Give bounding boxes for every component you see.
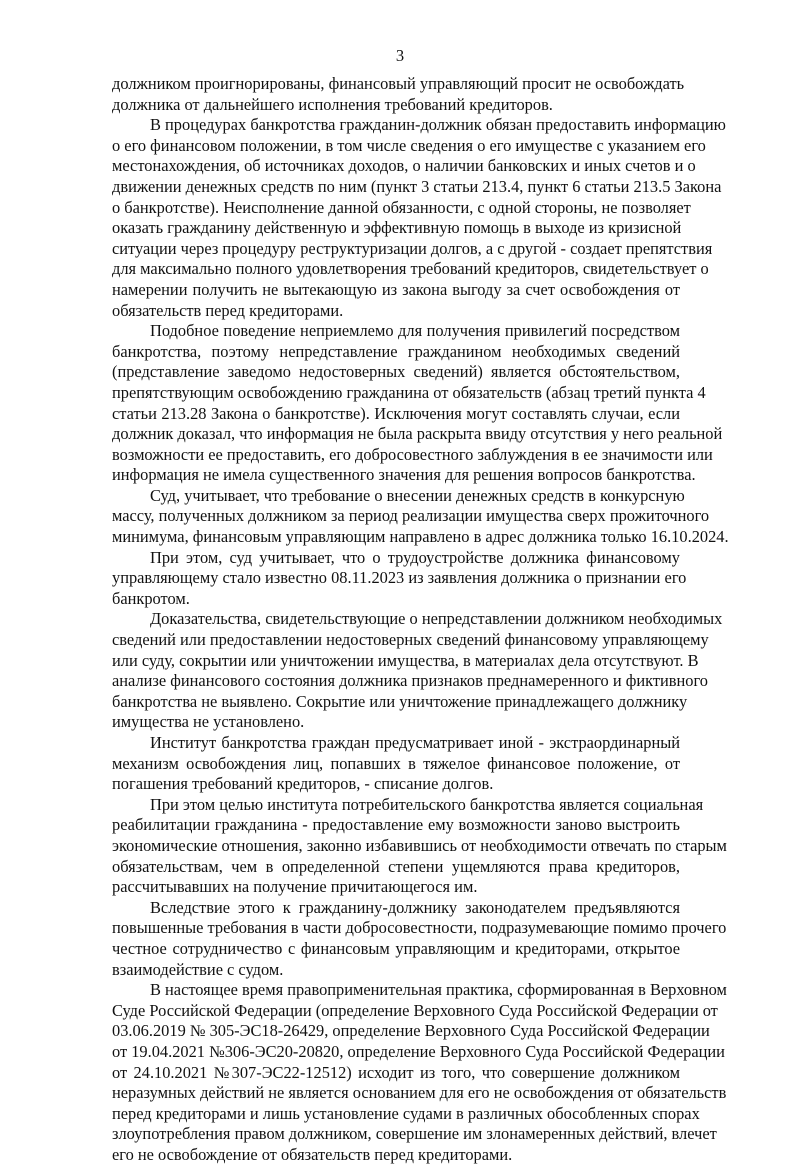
text-line: рассчитывавших на получение причитающегося им.: [112, 877, 478, 897]
text-line: от 24.10.2021 №307-ЭС22-12512) исходит из того, что совершение должником: [112, 1062, 680, 1082]
text-line: имущества не установлено.: [112, 712, 305, 732]
text-line: При этом, суд учитывает, что о трудоустройстве должника финансовому: [150, 547, 680, 567]
text-line: злоупотребления правом должником, совершение им злонамеренных действий, влечет: [112, 1124, 717, 1144]
text-line: перед кредиторами и лишь установление судами в различных обособленных спорах: [112, 1103, 700, 1123]
paragraph: [112, 321, 723, 486]
text-line: Вследствие этого к гражданину-должнику законодателем предъявляются: [150, 897, 680, 917]
text-line: реабилитации гражданина - предоставление ему возможности заново выстроить: [112, 815, 680, 835]
text-line: должник доказал, что информация не была раскрыта ввиду отсутствия у него реальной: [112, 424, 723, 444]
text-line: В процедурах банкротства гражданин-должник обязан предоставить информацию: [150, 115, 726, 135]
text-line: должником проигнорированы, финансовый управляющий просит не освобождать: [112, 74, 685, 93]
text-line: его не освобождение от обязательств перед кредиторами.: [112, 1144, 513, 1164]
text-line: оказать гражданину действенную и эффективную помощь в выходе из кризисной: [112, 218, 682, 238]
text-line: обязательств перед кредиторами.: [112, 300, 344, 320]
text-line: возможности ее предоставить, его добросовестного заблуждения в ее значимости или: [112, 444, 713, 464]
text-line: сведений или предоставлении недостоверных сведений финансовому управляющему: [112, 630, 709, 650]
text-line: механизм освобождения лиц, попавших в тяжелое финансовое положение, от: [112, 753, 680, 773]
paragraph: [112, 609, 723, 733]
text-line: повышенные требования в части добросовестности, подразумевающие помимо прочего: [112, 918, 727, 938]
text-line: погашения требований кредиторов, - списание долгов.: [112, 774, 494, 794]
paragraph: [112, 115, 726, 321]
text-line: банкротства, поэтому непредставление гражданином необходимых сведений: [112, 341, 680, 361]
text-line: экономические отношения, законно избавившись от необходимости отвечать по старым: [112, 835, 727, 855]
text-line: 03.06.2019 № 305-ЭС18-26429, определение Верховного Суда Российской Федерации: [112, 1021, 710, 1041]
document-body: [112, 74, 729, 1165]
text-line: движении денежных средств по ним (пункт 3 статьи 213.4, пункт 6 статьи 213.5 Закона: [112, 176, 722, 196]
text-line: честное сотрудничество с финансовым управляющим и кредиторами, открытое: [112, 938, 680, 958]
text-line: Суде Российской Федерации (определение Верховного Суда Российской Федерации от: [112, 1000, 718, 1020]
text-line: управляющему стало известно 08.11.2023 из заявления должника о признании его: [112, 568, 687, 588]
text-line: Подобное поведение неприемлемо для получения привилегий посредством: [150, 321, 680, 341]
text-line: взаимодействие с судом.: [112, 959, 284, 979]
text-line: Доказательства, свидетельствующие о непредставлении должником необходимых: [150, 609, 723, 629]
paragraph: [112, 980, 727, 1165]
paragraph: [112, 547, 687, 610]
text-line: должника от дальнейшего исполнения требований кредиторов.: [112, 94, 553, 114]
paragraph: [112, 794, 727, 898]
paragraph: [112, 485, 729, 548]
text-line: или суду, сокрытии или уничтожении имущества, в материалах дела отсутствуют. В: [112, 650, 699, 670]
text-line: обязательствам, чем в определенной степени ущемляются права кредиторов,: [112, 856, 680, 876]
text-line: массу, полученных должником за период реализации имущества сверх прожиточного: [112, 506, 710, 526]
text-line: о его финансовом положении, в том числе сведения о его имуществе с указанием его: [112, 135, 706, 155]
text-line: анализе финансового состояния должника признаков преднамеренного и фиктивного: [112, 671, 708, 691]
text-line: статьи 213.28 Закона о банкротстве). Исключения могут составлять случаи, если: [112, 403, 680, 423]
text-line: банкротом.: [112, 588, 190, 608]
paragraph: [112, 74, 685, 115]
text-line: о банкротстве). Неисполнение данной обязанности, с одной стороны, не позволяет: [112, 197, 691, 217]
text-line: (представление заведомо недостоверных сведений) является обстоятельством,: [112, 362, 680, 382]
paragraph: [112, 733, 680, 795]
text-line: намерении получить не вытекающую из закона выгоду за счет освобождения от: [112, 279, 680, 299]
text-line: При этом целью института потребительского банкротства является социальная: [150, 794, 704, 814]
text-line: от 19.04.2021 №306-ЭС20-20820, определение Верховного Суда Российской Федерации: [112, 1041, 725, 1061]
text-line: неразумных действий не является основанием для его не освобождения от обязательств: [112, 1083, 727, 1103]
text-line: препятствующим освобождению гражданина от обязательств (абзац третий пункта 4: [112, 382, 706, 402]
text-line: банкротства не выявлено. Сокрытие или уничтожение принадлежащего должнику: [112, 691, 688, 711]
page-number: 3: [395, 46, 405, 65]
text-line: ситуации через процедуру реструктуризации долгов, а с другой - создает препятствия: [112, 238, 713, 258]
text-line: для максимально полного удовлетворения требований кредиторов, свидетельствует о: [112, 259, 709, 279]
text-line: местонахождения, об источниках доходов, о наличии банковских и иных счетов и о: [112, 156, 696, 176]
text-line: информация не имела существенного значения для решения вопросов банкротства.: [112, 465, 696, 485]
text-line: Суд, учитывает, что требование о внесении денежных средств в конкурсную: [150, 485, 685, 505]
text-line: Институт банкротства граждан предусматривает иной - экстраординарный: [150, 733, 680, 752]
text-line: В настоящее время правоприменительная практика, сформированная в Верховном: [150, 980, 727, 1000]
text-line: минимума, финансовым управляющим направлено в адрес должника только 16.10.2024.: [112, 527, 729, 547]
paragraph: [112, 897, 727, 980]
